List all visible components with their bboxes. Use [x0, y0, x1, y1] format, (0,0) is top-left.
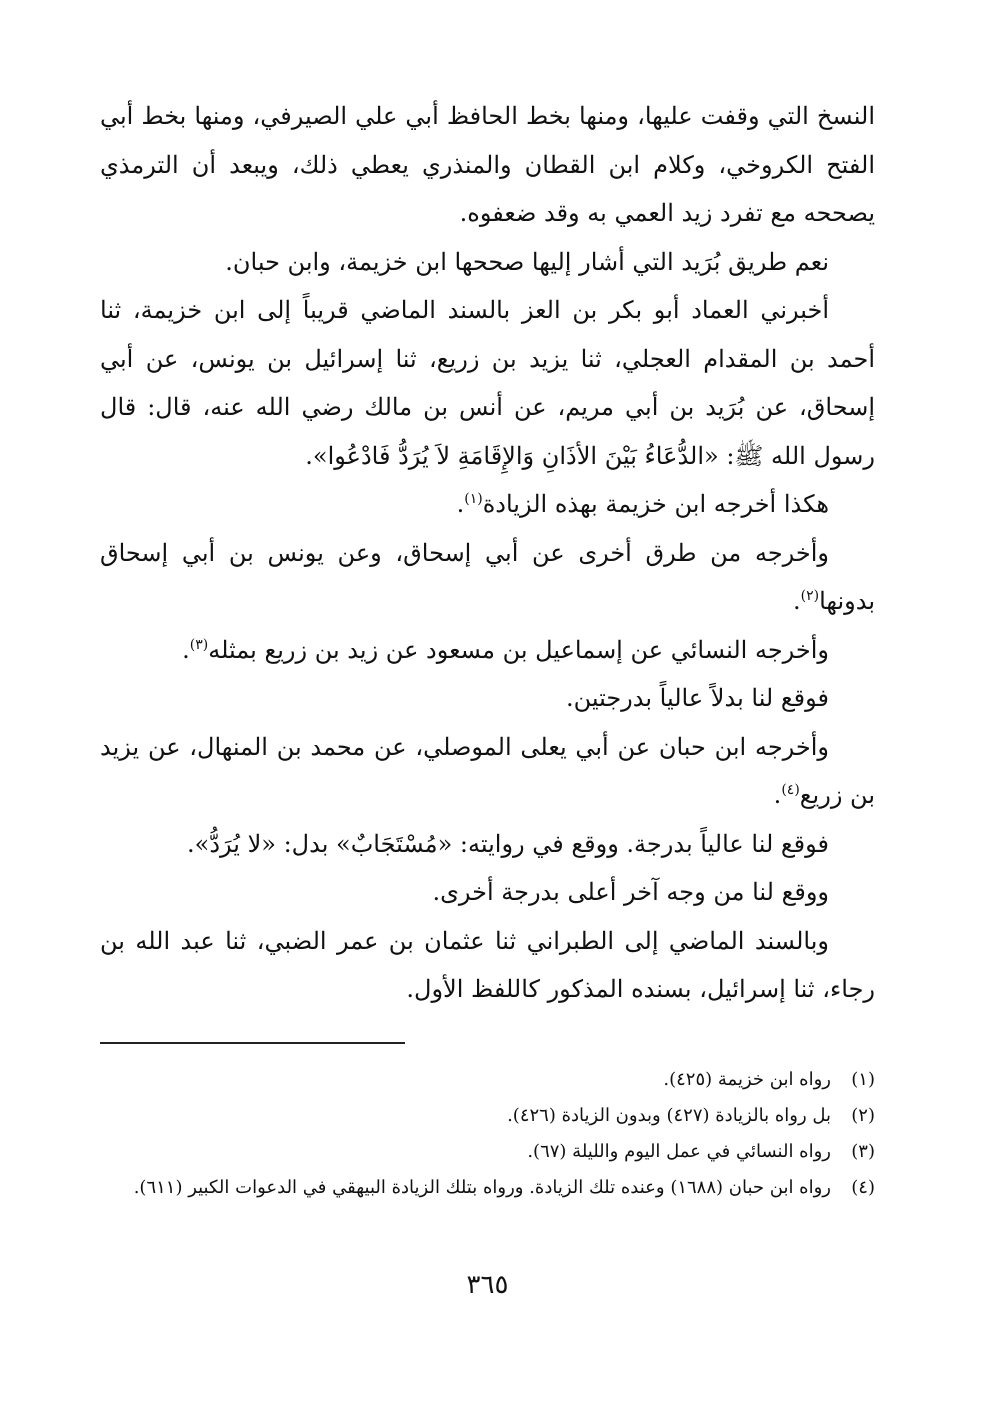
- paragraph-text: نعم طريق بُرَيد التي أشار إليها صححها ابن خزيمة، وابن حبان.: [225, 247, 829, 276]
- paragraph: [100, 238, 875, 287]
- paragraph-text: وأخرجه من طرق أخرى عن أبي إسحاق، وعن يونس بن أبي إسحاق بدونها: [100, 538, 875, 615]
- paragraph: [100, 820, 875, 869]
- footnote-number: (٤): [851, 1177, 875, 1198]
- paragraph-text: وأخرجه النسائي عن إسماعيل بن مسعود عن زيد بن زريع بمثله: [208, 635, 829, 664]
- document-page: [100, 92, 875, 1372]
- footnote-ref: (١): [464, 491, 483, 507]
- paragraph: [100, 917, 875, 1014]
- period: .: [773, 781, 782, 809]
- paragraph-text: وبالسند الماضي إلى الطبراني ثنا عثمان بن عمر الضبي، ثنا عبد الله بن رجاء، ثنا إسرائيل، بسنده المذكور كاللفظ الأول.: [100, 926, 875, 1003]
- paragraph: [100, 480, 875, 529]
- footnote-ref: (٢): [800, 588, 820, 604]
- footnote: [100, 1170, 875, 1206]
- footnote-text: رواه ابن خزيمة (٤٢٥).: [663, 1069, 831, 1090]
- footnote-divider: [100, 1042, 405, 1044]
- period: .: [456, 490, 465, 518]
- footnote: [100, 1098, 875, 1134]
- footnote: [100, 1062, 875, 1098]
- paragraph-text: أخبرني العماد أبو بكر بن العز بالسند الماضي قريباً إلى ابن خزيمة، ثنا أحمد بن المقدام العجلي، ثنا يزيد بن زريع، ثنا إسرائيل بن يونس، عن أبي إسحاق، عن بُرَيد بن أبي مريم، عن أنس بن مالك رضي الله عنه، قال: قال رسول الله ﷺ: «الدُّعَاءُ بَيْنَ الأذَانِ وَالإِقَامَةِ لاَ يُرَدُّ فَادْعُوا».: [100, 296, 875, 470]
- period: .: [182, 635, 190, 664]
- footnote-text: رواه ابن حبان (١٦٨٨) وعنده تلك الزيادة. ورواه بتلك الزيادة البيهقي في الدعوات الكبير (٦١١).: [133, 1177, 831, 1198]
- paragraph-text: فوقع لنا بدلاً عالياً بدرجتين.: [565, 684, 829, 712]
- period: .: [792, 587, 801, 615]
- paragraph-text: النسخ التي وقفت عليها، ومنها بخط الحافظ أبي علي الصيرفي، ومنها بخط أبي الفتح الكروخي، وكلام ابن القطان والمنذري يعطي ذلك، ويبعد أن الترمذي يصححه مع تفرد زيد العمي به وقد ضعفوه.: [100, 102, 875, 227]
- paragraph: [100, 92, 875, 238]
- paragraph-text: وأخرجه ابن حبان عن أبي يعلى الموصلي، عن محمد بن المنهال، عن يزيد بن زريع: [100, 732, 875, 809]
- paragraph: [100, 868, 875, 917]
- page-number: ٣٦٥: [466, 1270, 509, 1300]
- paragraph-text: فوقع لنا عالياً بدرجة. ووقع في روايته: «مُسْتَجَابٌ» بدل: «لا يُرَدُّ».: [187, 829, 829, 858]
- paragraph: [100, 674, 875, 723]
- paragraph: [100, 626, 875, 675]
- paragraph: [100, 529, 875, 626]
- footnote-ref: (٣): [189, 636, 209, 653]
- footnote-number: (١): [851, 1069, 875, 1090]
- main-text: [100, 92, 875, 1014]
- paragraph-text: هكذا أخرجه ابن خزيمة بهذه الزيادة: [482, 490, 829, 518]
- footnote-number: (٢): [851, 1105, 875, 1126]
- footnote-number: (٣): [851, 1141, 875, 1162]
- footnote-text: رواه النسائي في عمل اليوم والليلة (٦٧).: [527, 1141, 831, 1162]
- footnote-ref: (٤): [781, 782, 800, 798]
- paragraph: [100, 723, 875, 820]
- paragraph: [100, 286, 875, 480]
- footnote: [100, 1134, 875, 1170]
- footnote-text: بل رواه بالزيادة (٤٢٧) وبدون الزيادة (٤٢٦).: [507, 1105, 831, 1126]
- footnotes: [100, 1062, 875, 1206]
- paragraph-text: ووقع لنا من وجه آخر أعلى بدرجة أخرى.: [432, 878, 829, 906]
